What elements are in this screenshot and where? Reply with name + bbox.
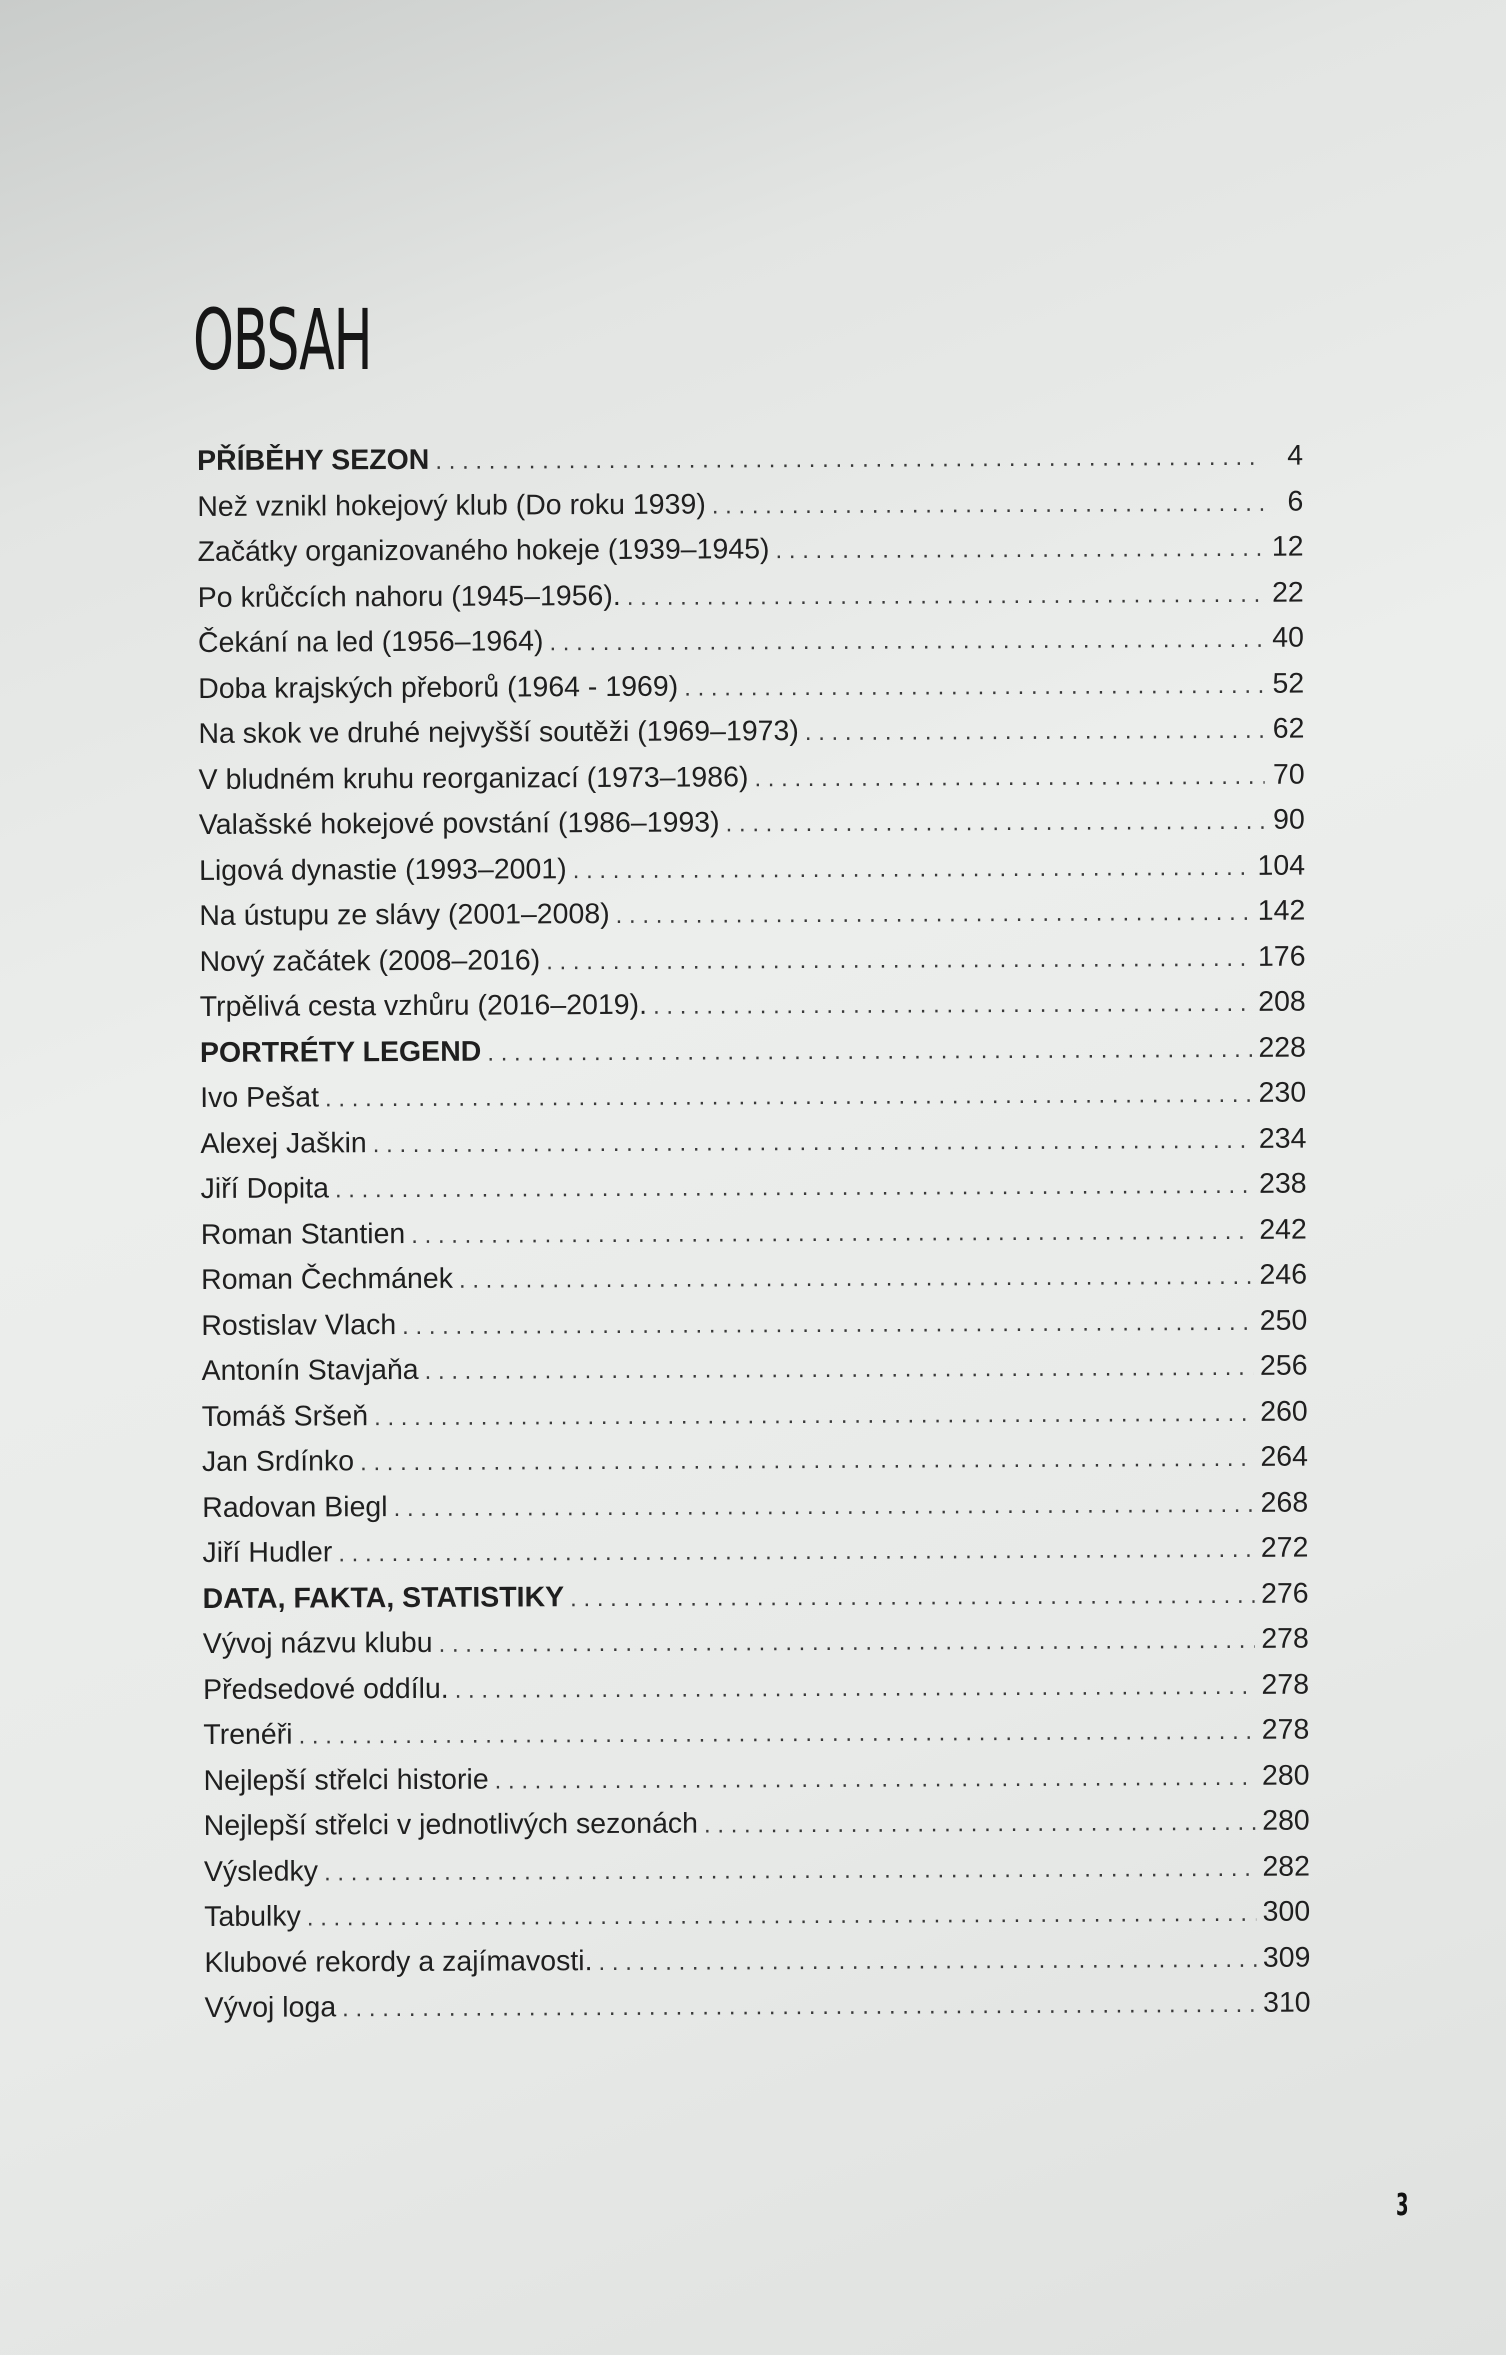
table-of-contents bbox=[197, 440, 1311, 2038]
toc-entry-page: 280 bbox=[1261, 1759, 1310, 1792]
toc-dot-leader bbox=[805, 717, 1265, 747]
toc-dot-leader bbox=[549, 626, 1264, 657]
toc-entry-page: 272 bbox=[1260, 1531, 1309, 1564]
toc-dot-leader bbox=[324, 1854, 1257, 1887]
toc-entry-label: Radovan Biegl bbox=[202, 1490, 388, 1524]
toc-entry-page: 309 bbox=[1262, 1941, 1311, 1974]
toc-entry-label: Trenéři bbox=[203, 1718, 293, 1751]
toc-entry-label: Tomáš Sršeň bbox=[201, 1399, 369, 1433]
toc-entry-page: 250 bbox=[1259, 1304, 1308, 1337]
toc-dot-leader bbox=[487, 1035, 1252, 1067]
toc-dot-leader bbox=[754, 762, 1264, 792]
toc-dot-leader bbox=[325, 1081, 1253, 1114]
toc-section-heading bbox=[203, 1577, 1309, 1628]
toc-entry-page: 242 bbox=[1259, 1213, 1307, 1246]
toc-entry bbox=[201, 1350, 1307, 1401]
toc-entry-label: Jan Srdínko bbox=[201, 1445, 355, 1478]
toc-entry-page: 310 bbox=[1262, 1986, 1311, 2019]
toc-entry-page: 264 bbox=[1260, 1440, 1309, 1473]
toc-entry-label: PORTRÉTY LEGEND bbox=[199, 1035, 482, 1069]
toc-entry bbox=[198, 622, 1304, 673]
toc-entry bbox=[198, 576, 1304, 627]
toc-entry-page: 278 bbox=[1261, 1713, 1310, 1746]
toc-entry bbox=[201, 1168, 1307, 1219]
toc-entry bbox=[202, 1532, 1308, 1583]
toc-entry-label: Než vznikl hokejový klub (Do roku 1939) bbox=[197, 488, 706, 523]
toc-dot-leader bbox=[570, 1581, 1255, 1612]
toc-entry bbox=[203, 1623, 1309, 1674]
toc-entry-page: 278 bbox=[1261, 1622, 1309, 1655]
toc-entry-label: V bludném kruhu reorganizací (1973–1986) bbox=[198, 760, 749, 796]
toc-section-heading bbox=[197, 440, 1303, 491]
toc-dot-leader bbox=[546, 944, 1252, 975]
toc-dot-leader bbox=[338, 1536, 1255, 1568]
toc-entry-page: 238 bbox=[1258, 1167, 1307, 1200]
toc-entry-page: 70 bbox=[1272, 758, 1305, 791]
toc-entry-label: Klubové rekordy a zajímavosti. bbox=[204, 1944, 593, 1979]
toc-entry-page: 300 bbox=[1262, 1895, 1311, 1928]
toc-entry-page: 4 bbox=[1287, 439, 1304, 472]
toc-entry bbox=[198, 713, 1304, 764]
toc-entry-page: 6 bbox=[1287, 485, 1304, 518]
toc-entry-label: Roman Čechmánek bbox=[201, 1262, 454, 1296]
toc-entry-page: 176 bbox=[1257, 940, 1306, 973]
toc-entry-page: 278 bbox=[1261, 1668, 1310, 1701]
page-title: OBSAH bbox=[193, 291, 372, 389]
toc-dot-leader bbox=[712, 489, 1264, 520]
toc-entry-page: 246 bbox=[1259, 1258, 1308, 1291]
toc-entry bbox=[202, 1441, 1308, 1492]
toc-entry-page: 234 bbox=[1258, 1122, 1307, 1155]
toc-section-heading bbox=[200, 1031, 1306, 1082]
toc-entry bbox=[199, 804, 1305, 855]
toc-entry-page: 268 bbox=[1260, 1486, 1309, 1519]
toc-entry-label: Doba krajských přeborů (1964 - 1969) bbox=[198, 670, 679, 705]
toc-entry-label: DATA, FAKTA, STATISTIKY bbox=[202, 1580, 565, 1615]
toc-dot-leader bbox=[342, 1991, 1257, 2023]
toc-entry bbox=[199, 758, 1305, 809]
toc-entry-page: 62 bbox=[1272, 712, 1305, 745]
toc-dot-leader bbox=[495, 1763, 1256, 1795]
toc-dot-leader bbox=[616, 899, 1252, 930]
toc-entry bbox=[203, 1759, 1309, 1810]
toc-entry-page: 52 bbox=[1272, 667, 1305, 700]
toc-entry-label: Nejlepší střelci v jednotlivých sezonách bbox=[203, 1807, 699, 1842]
toc-entry-label: Na ústupu ze slávy (2001–2008) bbox=[199, 897, 610, 932]
toc-dot-leader bbox=[394, 1490, 1255, 1522]
toc-entry-label: Alexej Jaškin bbox=[200, 1126, 367, 1160]
toc-dot-leader bbox=[726, 808, 1265, 839]
toc-entry bbox=[198, 667, 1304, 718]
toc-dot-leader bbox=[439, 1627, 1256, 1659]
toc-entry bbox=[199, 940, 1305, 991]
toc-entry-label: Výsledky bbox=[203, 1854, 319, 1888]
toc-dot-leader bbox=[684, 671, 1264, 702]
toc-entry bbox=[197, 485, 1303, 536]
toc-entry bbox=[203, 1714, 1309, 1765]
toc-entry-label: Rostislav Vlach bbox=[201, 1308, 397, 1342]
toc-entry-page: 260 bbox=[1260, 1395, 1308, 1428]
toc-entry-page: 104 bbox=[1257, 849, 1306, 882]
toc-entry bbox=[203, 1668, 1309, 1719]
toc-entry bbox=[202, 1395, 1308, 1446]
toc-entry-label: Antonín Stavjaňa bbox=[201, 1353, 419, 1387]
toc-entry-label: Vývoj loga bbox=[204, 1991, 337, 2024]
toc-entry bbox=[199, 895, 1305, 946]
toc-entry-page: 256 bbox=[1259, 1349, 1308, 1382]
toc-entry-label: Čekání na led (1956–1964) bbox=[197, 625, 544, 659]
toc-entry bbox=[200, 1122, 1306, 1173]
toc-entry bbox=[202, 1486, 1308, 1537]
toc-dot-leader bbox=[373, 1126, 1253, 1158]
toc-dot-leader bbox=[455, 1672, 1256, 1704]
toc-entry bbox=[200, 986, 1306, 1037]
toc-entry bbox=[204, 1850, 1310, 1901]
toc-entry-label: Jiří Dopita bbox=[200, 1172, 330, 1205]
toc-entry-label: Roman Stantien bbox=[200, 1217, 406, 1251]
toc-entry-label: Trpělivá cesta vzhůru (2016–2019). bbox=[199, 988, 648, 1023]
toc-dot-leader bbox=[374, 1399, 1254, 1431]
toc-entry bbox=[201, 1213, 1307, 1264]
toc-entry-label: Vývoj názvu klubu bbox=[202, 1626, 433, 1660]
toc-entry bbox=[201, 1259, 1307, 1310]
toc-entry-label: Nový začátek (2008–2016) bbox=[199, 943, 541, 978]
toc-entry-page: 280 bbox=[1262, 1804, 1310, 1837]
toc-entry-label: Na skok ve druhé nejvyšší soutěži (1969–1973) bbox=[198, 715, 799, 750]
toc-dot-leader bbox=[704, 1809, 1256, 1840]
toc-entry-label: Ivo Pešat bbox=[200, 1081, 320, 1114]
toc-dot-leader bbox=[459, 1263, 1254, 1295]
toc-entry bbox=[201, 1304, 1307, 1355]
toc-entry-page: 230 bbox=[1258, 1076, 1307, 1109]
toc-dot-leader bbox=[360, 1445, 1254, 1477]
toc-dot-leader bbox=[627, 580, 1264, 611]
toc-dot-leader bbox=[573, 853, 1252, 884]
toc-entry-label: Začátky organizovaného hokeje (1939–1945) bbox=[197, 533, 770, 568]
toc-entry bbox=[200, 1077, 1306, 1128]
toc-dot-leader bbox=[435, 444, 1263, 476]
toc-entry-label: Nejlepší střelci historie bbox=[203, 1763, 489, 1797]
toc-entry-label: Valašské hokejové povstání (1986–1993) bbox=[198, 806, 720, 841]
toc-entry-label: Předsedové oddílu. bbox=[203, 1672, 449, 1706]
toc-dot-leader bbox=[598, 1945, 1256, 1976]
toc-entry-label: Tabulky bbox=[204, 1900, 301, 1933]
toc-dot-leader bbox=[653, 990, 1252, 1021]
toc-entry-page: 12 bbox=[1271, 530, 1304, 563]
toc-entry-label: Jiří Hudler bbox=[202, 1536, 333, 1569]
toc-entry-page: 276 bbox=[1260, 1577, 1309, 1610]
toc-entry bbox=[204, 1805, 1310, 1856]
toc-entry-page: 208 bbox=[1258, 985, 1306, 1018]
toc-entry bbox=[204, 1896, 1310, 1947]
toc-entry-page: 40 bbox=[1272, 621, 1305, 654]
toc-entry bbox=[204, 1941, 1310, 1992]
toc-dot-leader bbox=[425, 1354, 1254, 1386]
toc-entry-label: PŘÍBĚHY SEZON bbox=[197, 443, 430, 477]
toc-entry-label: Po krůčcích nahoru (1945–1956). bbox=[197, 579, 621, 614]
toc-entry-page: 142 bbox=[1257, 894, 1306, 927]
toc-dot-leader bbox=[335, 1172, 1253, 1204]
toc-entry-page: 228 bbox=[1258, 1031, 1307, 1064]
toc-entry bbox=[197, 531, 1303, 582]
toc-entry-page: 22 bbox=[1271, 576, 1304, 609]
page-number: 3 bbox=[1396, 2188, 1409, 2223]
toc-entry bbox=[199, 849, 1305, 900]
toc-dot-leader bbox=[298, 1718, 1255, 1751]
toc-dot-leader bbox=[411, 1217, 1253, 1249]
toc-dot-leader bbox=[307, 1900, 1257, 1933]
toc-entry-page: 90 bbox=[1273, 803, 1305, 836]
toc-entry bbox=[205, 1987, 1311, 2038]
toc-dot-leader bbox=[402, 1308, 1254, 1340]
toc-entry-page: 282 bbox=[1262, 1850, 1311, 1883]
toc-dot-leader bbox=[775, 535, 1263, 565]
toc-entry-label: Ligová dynastie (1993–2001) bbox=[199, 852, 567, 887]
